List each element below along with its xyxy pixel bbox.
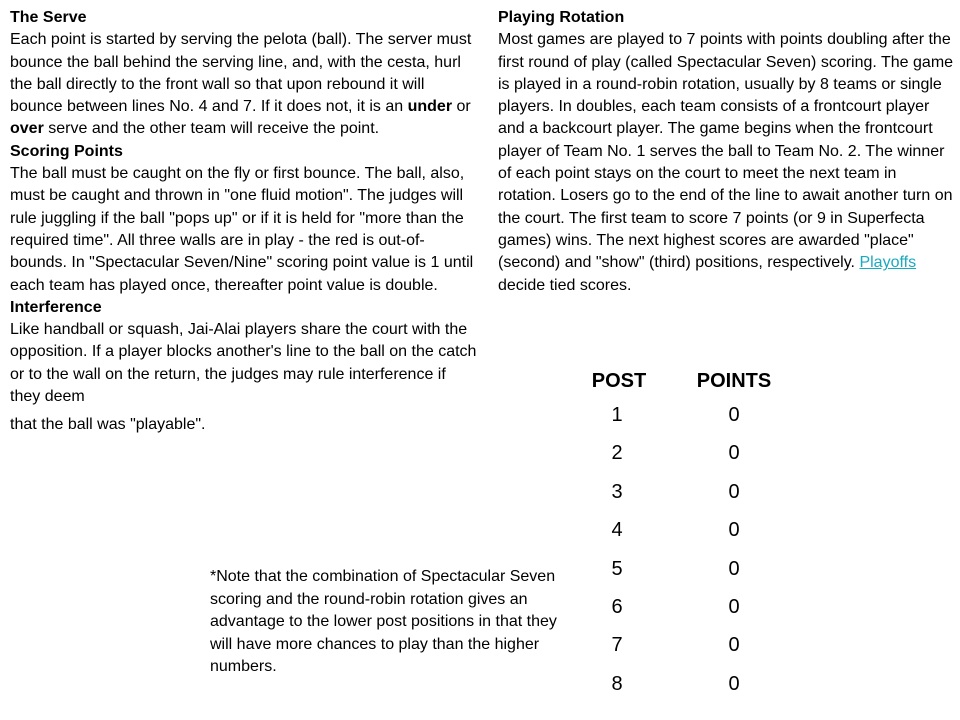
score-row [563,588,793,626]
points-cell: 0 [728,595,740,618]
points-header: POINTS [696,370,772,392]
footnote: *Note that the combination of Spectacular Seven scoring and the round-robin rotation gives an advantage to the lower post positions in that they will have more chances to play than the higher numbers. [210,568,557,675]
post-cell: 6 [611,595,623,618]
post-header: POST [591,370,647,392]
score-row [563,434,793,472]
post-cell: 3 [611,480,623,503]
right-column [498,7,958,297]
points-cell: 0 [728,442,740,465]
interference-text: Like handball or squash, Jai-Alai players share the court with the opposition. If a player blocks another's line to the ball on the catch or to the wall on the return, the judges may rule interference if they deem [10,321,477,406]
post-cell: 1 [611,404,623,426]
rotation-text [498,29,958,297]
score-row [563,665,793,703]
serve-text-after: serve and the other team will receive the point. [43,120,380,138]
serve-text-before: Each point is started by serving the pelota (ball). The server must bounce the ball behind the serving line, and, with the cesta, hurl the ball directly to the front wall so that upon rebound it will bounce between lines No. 4 and 7. If it does not, it is an [10,31,472,116]
serve-text [10,29,480,140]
scores-table [563,366,793,703]
score-row [563,626,793,664]
rotation-heading: Playing Rotation [498,9,625,26]
scoring-text: The ball must be caught on the fly or first bounce. The ball, also, must be caught and thrown in "one fluid motion". The judges will rule juggling if the ball "pops up" or if it is held for "more than the required time". All three walls are in play - the red is out-of-bounds. In "Spectacular Seven/Nine" scoring point value is 1 until each team has played once, thereafter point value is double. [10,165,474,294]
or-text: or [452,98,471,116]
post-cell: 4 [611,519,623,542]
over-term: over [10,120,44,138]
playoffs-link[interactable]: Playoffs [859,254,917,272]
score-row [563,550,793,588]
interference-text-last: that the ball was "playable". [10,416,206,434]
points-cell: 0 [728,672,740,695]
points-cell: 0 [728,480,740,503]
points-cell: 0 [728,404,740,426]
post-cell: 7 [611,634,623,657]
points-cell: 0 [728,519,740,542]
scores-header [563,366,793,396]
under-term: under [407,98,453,116]
score-row [563,396,793,434]
rotation-text-after: decide tied scores. [498,276,632,294]
scoring-heading: Scoring Points [10,142,123,160]
post-cell: 2 [611,442,623,465]
rotation-text-body: Most games are played to 7 points with points doubling after the first round of play (called Spectacular Seven) scoring. The game is played in a round-robin rotation, usually by 8 teams or single players. In doubles, each team consists of a frontcourt player and a backcourt player. The game begins when the frontcourt player of Team No. 1 serves the ball to Team No. 2. The winner of each point stays on the court to meet the next team in rotation. Losers go to the end of the line to await another turn on the court. The first team to score 7 points (or 9 in Superfecta games) wins. The next highest scores are awarded "place" (second) and "show" (third) positions, respectively. [498,31,954,272]
serve-heading: The Serve [10,9,87,26]
post-cell: 5 [611,557,623,580]
score-row [563,511,793,549]
points-cell: 0 [728,634,740,657]
post-cell: 8 [611,672,623,695]
interference-heading: Interference [10,298,102,316]
left-column [10,7,480,437]
score-row [563,473,793,511]
points-cell: 0 [728,557,740,580]
